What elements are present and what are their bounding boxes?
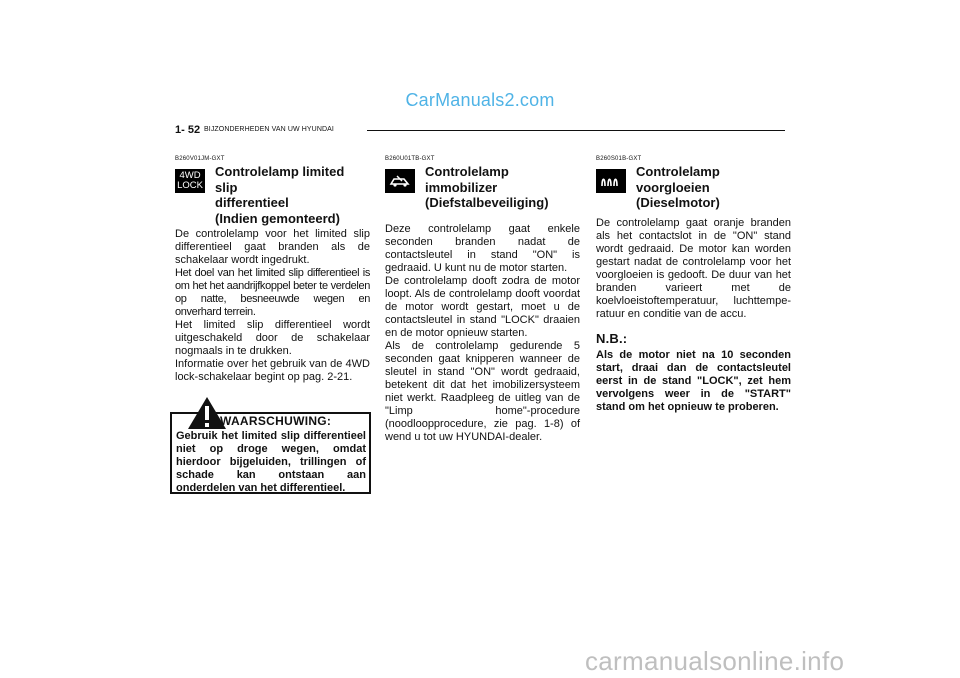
- heading-line: (Diefstalbeveiliging): [425, 195, 549, 210]
- paragraph: De controlelamp voor het limited slip differentieel gaat branden als de schakelaar wordt ingedrukt.: [175, 228, 370, 266]
- page-header: [175, 124, 785, 136]
- heading-line: (Dieselmotor): [636, 195, 720, 210]
- paragraph: Informatie over het gebruik van de 4WD lock-schakelaar begint op pag. 2-21.: [175, 358, 370, 383]
- body-text: [596, 217, 791, 321]
- watermark-bottom[interactable]: carmanualsonline.info: [585, 646, 845, 676]
- glow-plug-glyph: [599, 174, 623, 188]
- section-heading: [425, 164, 549, 211]
- heading-line: Controlelamp: [425, 164, 509, 179]
- section-code: B260S01B-GXT: [596, 156, 642, 162]
- heading-line: Controlelamp: [636, 164, 720, 179]
- heading-row: [596, 164, 791, 211]
- icon-label-line2: LOCK: [177, 180, 203, 191]
- body-text: [385, 223, 580, 444]
- column-immobilizer: [385, 156, 580, 444]
- 4wd-lock-icon: [175, 169, 205, 193]
- warning-box: [170, 412, 371, 494]
- column-glow-plug: [596, 156, 791, 414]
- icon-label-line1: 4WD: [179, 170, 201, 181]
- note-text: Als de motor niet na 10 seconden start, draai dan de contactsleutel eerst in de stand "LOCK", zet hem vervolgens weer in de "START" stand om het opnieuw te proberen.: [596, 348, 791, 413]
- heading-line: differentieel: [215, 195, 289, 210]
- note-title: N.B.:: [596, 330, 628, 346]
- warning-text: Gebruik het limited slip differentieel niet op droge wegen, omdat hierdoor bijgeluiden, trillingen of schade kan ontstaan aan onderdelen van het differentieel.: [176, 430, 366, 494]
- paragraph: Deze controlelamp gaat enkele seconden branden nadat de contactsleutel in stand "ON" is gedraaid. U kunt nu de motor starten.: [385, 222, 580, 274]
- watermark-top[interactable]: CarManuals2.com: [405, 90, 555, 110]
- paragraph: De controlelamp gaat oranje branden als het contactslot in de "ON" stand wordt gedraaid. De motor kan worden gestart nadat de controlelamp voor het voorgloeien is gedooft. De duur van het branden varieert met de koelvloeistoftemperatuur, luchttempe-ratuur en conditie van de accu.: [596, 216, 791, 320]
- warning-title: WAARSCHUWING:: [220, 414, 332, 428]
- paragraph: Het limited slip differentieel wordt uitgeschakeld door de schakelaar nogmaals in te drukken.: [175, 319, 370, 357]
- page-number: 1- 52: [175, 124, 201, 136]
- heading-line: Controlelamp limited slip: [215, 164, 345, 195]
- heading-line: voorgloeien: [636, 179, 710, 195]
- header-rule: [367, 130, 785, 131]
- paragraph: Als de controlelamp gedurende 5 seconden gaat knipperen wanneer de sleutel in stand "ON" wordt gedraaid, betekent dit dat het imobilizersysteem niet werkt. Raadpleeg de uitleg van de "Limp home"-procedure (noodloopprocedure, zie pag. 1-8) of wend u tot uw HYUNDAI-dealer.: [385, 339, 580, 443]
- column-limited-slip: [175, 156, 370, 384]
- heading-line: immobilizer: [425, 179, 498, 195]
- section-code: B260U01TB-GXT: [385, 156, 435, 162]
- heading-row: [385, 164, 580, 211]
- section-title: BIJZONDERHEDEN VAN UW HYUNDAI: [204, 126, 334, 133]
- paragraph: Het doel van het limited slip differentieel is om het het aandrijfkoppel beter te verdelen op natte, besneeuwde wegen en onverhard terrein.: [175, 267, 370, 318]
- car-key-icon: [385, 169, 415, 193]
- car-key-glyph: [388, 174, 412, 188]
- section-heading: [215, 164, 370, 226]
- heading-line: (Indien gemonteerd): [215, 210, 340, 226]
- paragraph: De controlelamp dooft zodra de motor loopt. Als de controlelamp dooft voordat de motor wordt gestart, moet u de contactsleutel in stand "LOCK" draaien en de motor opnieuw starten.: [385, 274, 580, 339]
- section-heading: [636, 164, 720, 211]
- heading-row: [175, 164, 370, 226]
- section-code: B260V01JM-GXT: [175, 156, 225, 162]
- glow-plug-icon: [596, 169, 626, 193]
- body-text: [175, 228, 370, 384]
